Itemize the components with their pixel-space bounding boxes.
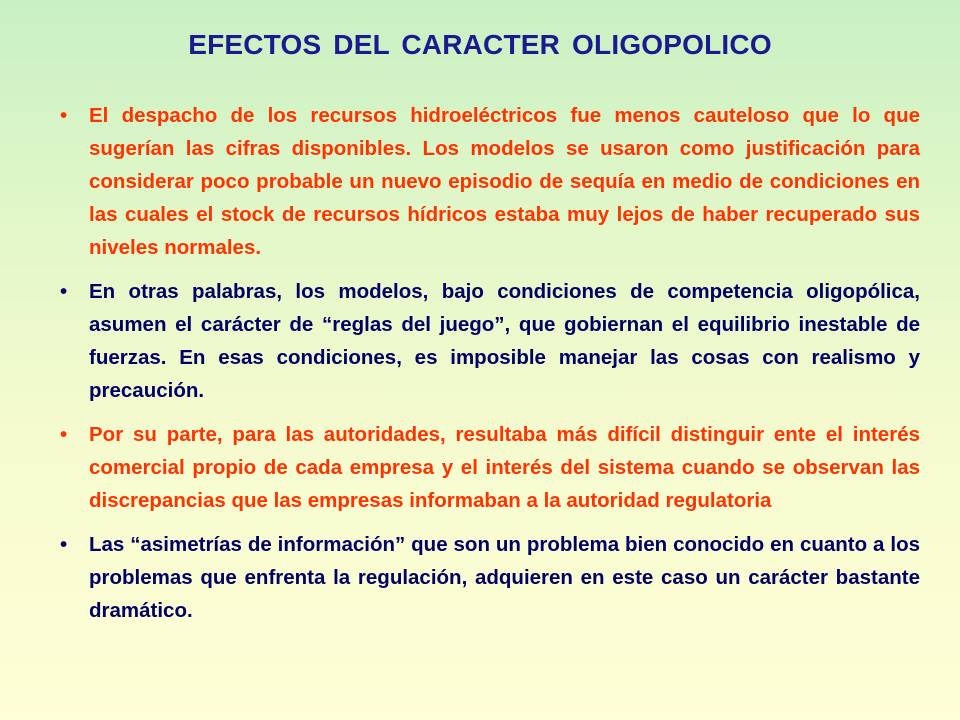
bullet-text-2: En otras palabras, los modelos, bajo condiciones de competencia oligopólica, asumen el carácter de “reglas del juego”, que gobiernan el equilibrio inestable de fuerzas. En esas condiciones, es imposible manejar las cosas con realismo y precaución.	[89, 280, 920, 402]
slide-title: EFECTOS DEL CARACTER OLIGOPOLICO	[188, 29, 772, 60]
bullet-icon: •	[60, 104, 68, 127]
bullet-icon: •	[60, 280, 68, 303]
bullet-list	[60, 99, 920, 638]
bullet-item-4	[60, 528, 920, 627]
bullet-item-3	[60, 418, 920, 517]
bullet-text-4: Las “asimetrías de información” que son un problema bien conocido en cuanto a los problemas que enfrenta la regulación, adquieren en este caso un carácter bastante dramático.	[89, 533, 920, 622]
bullet-icon: •	[60, 423, 68, 446]
bullet-text-1: El despacho de los recursos hidroeléctricos fue menos cauteloso que lo que sugerían las cifras disponibles. Los modelos se usaron como justificación para considerar poco probable un nuevo episodio de sequía en medio de condiciones en las cuales el stock de recursos hídricos estaba muy lejos de haber recuperado sus niveles normales.	[89, 104, 920, 259]
bullet-item-2	[60, 275, 920, 407]
bullet-icon: •	[60, 533, 68, 556]
bullet-text-3: Por su parte, para las autoridades, resultaba más difícil distinguir ente el interés comercial propio de cada empresa y el interés del sistema cuando se observan las discrepancias que las empresas informaban a la autoridad regulatoria	[89, 423, 920, 512]
bullet-item-1	[60, 99, 920, 264]
